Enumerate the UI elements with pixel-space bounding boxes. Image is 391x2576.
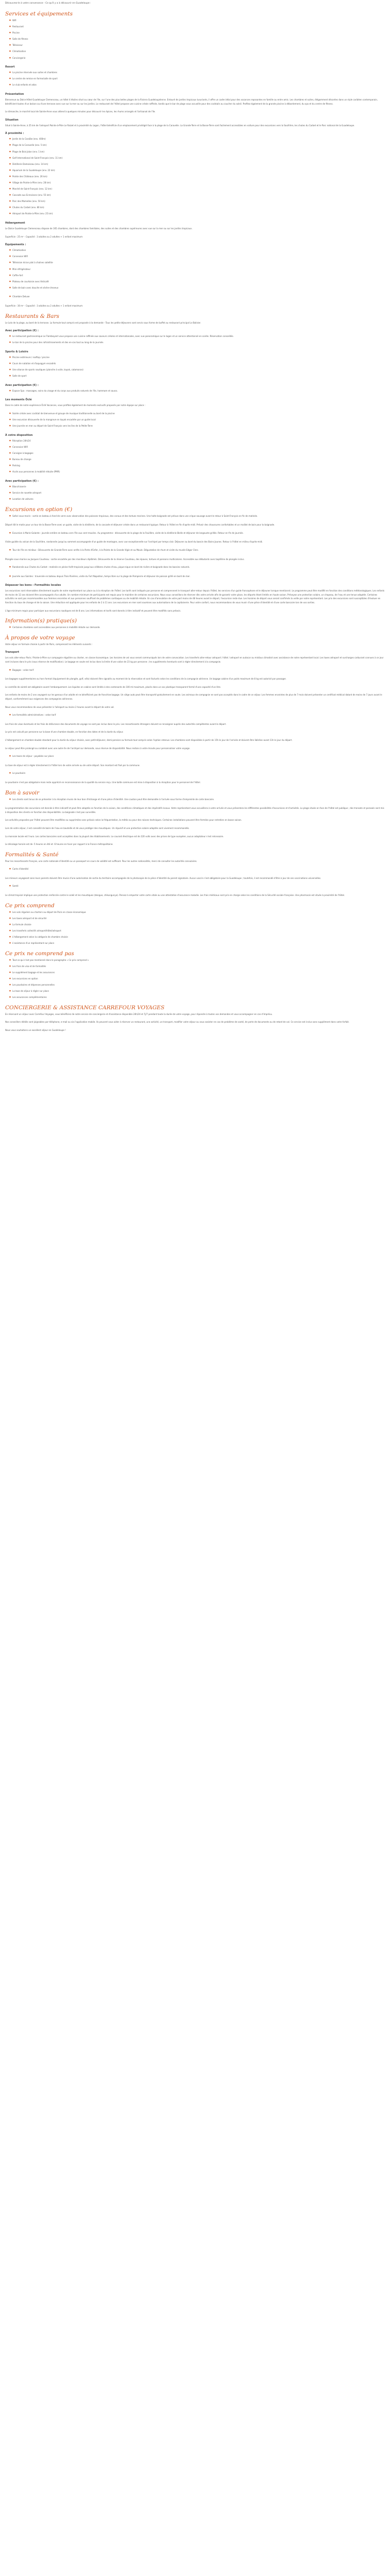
list-item: ● L'hébergement selon la catégorie de chambre choisie: [12, 935, 386, 939]
list-item: ● Mini-réfrigérateur: [12, 267, 386, 272]
bullet-list: [5, 389, 386, 393]
list-item: ● Climatisation: [12, 248, 386, 252]
list-item: ● Piscine extérieure / rooftop / piscine: [12, 355, 386, 360]
bullet-list: [5, 334, 386, 345]
body-paragraph: Les enfants de moins de 2 ans voyagent sur les genoux d'un adulte et ne bénéficient pas de franchise bagage. Un siège auto peut être transporté gratuitement en soute. Les animaux de compagnie ne sont pas acceptés dans le cadre de ce séjour. Les femmes enceintes de plus de 7 mois doivent présenter un certificat médical datant de moins de 7 jours avant le départ, conformément aux exigences des compagnies aériennes.: [5, 693, 382, 700]
section-propos: [5, 635, 386, 785]
body-paragraph: Le contrôle de sûreté est obligatoire avant l'embarquement. Les liquides en cabine sont limités à des contenants de 100 ml maximum, placés dans un sac plastique transparent fermé d'une capacité d'un litre.: [5, 685, 221, 688]
body-paragraph: L'âge minimum requis pour participer aux excursions nautiques est de 8 ans. Les informations et tarifs sont donnés à titre indicatif et peuvent être modifiés sans préavis.: [5, 609, 181, 612]
body-paragraph: La taxe de séjour est à régler directement à l'hôtel lors de votre arrivée ou de votre départ. Son montant est fixé par la commune.: [5, 764, 140, 767]
list-item: ● Aéroport de Pointe-à-Pitre (env. 25 km): [12, 212, 386, 216]
body-paragraph: Le décalage horaire est de -5 heures en été et -6 heures en hiver par rapport à la France métropolitaine.: [5, 843, 113, 846]
list-item: ● Le pourboire: [12, 771, 386, 775]
list-item: ● Connexion Wifi: [12, 255, 386, 259]
list-item: ● La taxe de séjour à régler sur place: [12, 989, 386, 993]
list-item: ● Tour de l'île en minibus : Découverte de Grande-Terre avec arrêts à la Porte d'Enfer, à la Pointe de la Grande Vigie et au Moule. Dégustation de rhum et visite du musée Edgar Clerc.: [12, 548, 386, 552]
list-item: ● Parking: [12, 464, 386, 468]
list-item: ● Climatisation: [12, 49, 386, 54]
list-item: ● Marché de Saint-François (env. 12 km): [12, 187, 386, 191]
list-item: ● Connexion Wifi: [12, 445, 386, 449]
body-paragraph: Nous vous souhaitons un excellent séjour en Guadeloupe !: [5, 1029, 66, 1032]
list-item: ● Plage de Bois Jolan (env. 1 km): [12, 150, 386, 154]
bullet-list: [5, 514, 386, 518]
list-item: ● Accès aux personnes à mobilité réduite (PMR): [12, 470, 386, 474]
list-item: ● Le restaurant gastronomique Le Flamboyant vous propose une cuisine raffinée aux saveurs créoles et internationales, avec vue panoramique sur le lagon et un service attentionné en soirée. Réservation conseillée.: [12, 334, 386, 338]
bullet-list: [5, 798, 386, 802]
bullet-list: [5, 867, 386, 871]
section-title: Restaurants & Bars: [5, 313, 59, 319]
list-item: ● Les formalités administratives : selon tarif: [12, 713, 386, 717]
list-item: ● Distillerie Damoiseau (env. 14 km): [12, 162, 386, 166]
bullet-list: [5, 531, 386, 535]
section-bon: [5, 790, 386, 846]
list-item: ● Village de Pointe-à-Pitre (env. 28 km): [12, 181, 386, 185]
list-item: ● Soirée créole avec cocktail de bienvenue et groupe de musique traditionnelle au bord de la piscine: [12, 412, 386, 416]
body-paragraph: Le Dolce Guadeloupe Clemenceau dispose de 165 chambres, dont des chambres familiales, des suites et des chambres supérieures avec vue sur la mer ou sur les jardins tropicaux.: [5, 227, 192, 230]
list-item: ● La formule choisie: [12, 923, 386, 927]
list-item: ● Les assurances complémentaires: [12, 995, 386, 999]
list-item: ● Les excursions en option: [12, 977, 386, 981]
body-paragraph: Le dimanche, le marché local de Sainte-Anne vous attend à quelques minutes pour découvrir les épices, les rhums arrangés et l'artisanat de l'île.: [5, 110, 156, 113]
body-paragraph: Les excursions sont réservables directement auprès de notre représentant sur place ou à la réception de l'hôtel. Les tarifs sont indiqués par personne et comprennent le transport aller-retour depuis l'hôtel, les services d'un guide francophone et le déjeuner lorsque mentionné. Le programme peut être modifié en fonction des conditions météorologiques. Les enfants de moins de 12 ans doivent être accompagnés d'un adulte. Un nombre minimum de participants est requis pour le maintien de certaines excursions. Nous vous conseillons de réserver dès votre arrivée afin de garantir votre place, les départs étant limités en haute saison. Prévoyez une protection solaire, un chapeau, de l'eau et une tenue adaptée. Certaines activités ne sont pas recommandées aux femmes enceintes et aux personnes souffrant de problèmes cardiaques ou de mobilité réduite. En cas d'annulation de votre part moins de 48 heures avant le départ, l'excursion reste due. Les horaires de départ vous seront confirmés la veille par notre représentant. Les prix des excursions sont susceptibles d'évoluer en fonction du taux de change et de la saison. Une réduction est appliquée pour les enfants de 2 à 11 ans. Les excursions en mer sont soumises aux autorisations de la capitainerie. Pour votre confort, nous recommandons de vous munir d'une pièce d'identité et d'une carte bancaire lors de vos sorties.: [5, 589, 385, 604]
list-item: ● Excursion à Marie-Galante : journée entière en bateau vers l'île aux cent moulins. Au programme : découverte de la plage de la Feuillère, visite de la distillerie Bielle et déjeuner de langouste grillée. Retour en fin de journée.: [12, 531, 386, 535]
list-item: ● Wifi: [12, 19, 386, 23]
list-item: ● Blanchisserie: [12, 485, 386, 489]
list-item: ● Les taxes aéroport et de sécurité: [12, 917, 386, 921]
intro-text: Découvrez-le à votre convenance - Ce qu'il y a à découvrir en Guadeloupe :: [5, 2, 91, 5]
bullet-list: [5, 574, 386, 579]
bullet-list: [5, 713, 386, 717]
list-item: ● Tout ce qui n'est pas mentionné dans le paragraphe « Ce prix comprend »: [12, 958, 386, 962]
subsection-heading: À votre disposition: [5, 433, 33, 437]
body-paragraph: Le pourboire n'est pas obligatoire mais reste apprécié en reconnaissance de la qualité du service reçu. Une boîte commune est mise à disposition à la réception pour le personnel de l'hôtel.: [5, 781, 201, 784]
body-paragraph: Les mineurs voyageant sans leurs parents doivent être munis d'une autorisation de sortie du territoire accompagnée de la photocopie de la pièce d'identité du parent signataire. Aucun vaccin n'est obligatoire pour la Guadeloupe ; toutefois, il est recommandé d'être à jour de ses vaccinations universelles.: [5, 876, 321, 879]
section-restaurants: [5, 313, 386, 501]
subsection-heading: Avec participation (€) :: [5, 479, 39, 483]
section-title: Excursions en option (€): [5, 506, 73, 513]
subsection-heading: Dépasser les bons : Formalités locales: [5, 584, 61, 587]
list-item: ● Plateau de courtoisie avec thé/café: [12, 280, 386, 284]
section-information: [5, 618, 386, 630]
list-item: ● Restaurant: [12, 25, 386, 29]
section-formalites: [5, 852, 386, 897]
list-item: ● Aquarium de la Guadeloupe (env. 22 km): [12, 168, 386, 173]
section-title: CONCIERGERIE & ASSISTANCE CARREFOUR VOYAGES: [5, 1004, 165, 1011]
list-item: ● Une séance de sports nautiques (planche à voile, kayak, catamaran): [12, 368, 386, 372]
subsection-heading: Resort: [5, 65, 15, 69]
list-item: ● Les clients sont tenus de se présenter à la réception munis de leur bon d'échange et d'une pièce d'identité. Une caution peut être demandée à l'arrivée sous forme d'empreinte de carte bancaire.: [12, 798, 386, 802]
list-item: ● Les frais de visa et de formalités: [12, 964, 386, 969]
body-paragraph: Le Lolo de la plage, au bord de la terrasse. La formule tout compris est proposée à la demande - Tous les petits-déjeuners sont servis sous forme de buffet au restaurant principal Le Balisier.: [5, 321, 201, 324]
list-item: ● Espace Spa : massages, soins du visage et du corps aux produits naturels de l'île, hammam et sauna.: [12, 389, 386, 393]
bullet-list: [5, 355, 386, 378]
list-item: ● Les transferts collectifs aéroport/hôtel/aéroport: [12, 929, 386, 933]
list-item: ● Carte d'identité: [12, 867, 386, 871]
section-title: À propos de votre voyage: [5, 634, 75, 641]
list-item: ● Consigne à bagages: [12, 451, 386, 455]
list-item: ● Cascade aux Ecrevisses (env. 55 km): [12, 193, 386, 197]
list-item: ● Le centre de remise en forme/salle de sport: [12, 77, 386, 81]
list-item: ● Service de navette aéroport: [12, 491, 386, 495]
body-paragraph: Superficie : 25 m² - Capacité : 3 adultes ou 2 adultes + 1 enfant maximum: [5, 235, 83, 238]
list-item: ● Réception 24h/24: [12, 439, 386, 443]
list-item: ● Le supplément bagage et les assurances: [12, 971, 386, 975]
body-paragraph: Les bagages supplémentaires ou hors format (équipement de plongée, golf, vélo) doivent être signalés au moment de la réservation et sont facturés selon les conditions de la compagnie aérienne. Un bagage cabine d'un poids maximum de 8 kg est autorisé par passager.: [5, 677, 286, 681]
sections-container: [5, 11, 386, 1032]
bullet-list: [5, 958, 386, 999]
list-item: ● Le club enfants et ados: [12, 83, 386, 87]
list-item: ● Le bar de la piscine pour des rafraîchissements et des en-cas tout au long de la journée.: [12, 341, 386, 345]
list-item: ● Jardin de la Caraïbe (env. 400m): [12, 137, 386, 141]
list-item: ● Salle de sport: [12, 374, 386, 378]
section-title: Formalités & Santé: [5, 851, 59, 858]
subsection-heading: Les moments Ôclé: [5, 398, 32, 402]
section-title: Information(s) pratique(s): [5, 618, 77, 624]
body-paragraph: Le séjour peut être prolongé ou combiné avec une autre île de l'archipel sur demande, sous réserve de disponibilité. Nous restons à votre écoute pour personnaliser votre voyage.: [5, 747, 190, 750]
list-item: ● Les taxes de séjour : payables sur place: [12, 754, 386, 758]
body-paragraph: Départ tôt le matin pour un tour de la Basse-Terre avec un guide, visite de la distillerie, de la cascade et déjeuner créole dans un restaurant typique. Retour à l'hôtel en fin d'après-midi. Prévoir des chaussures confortables et un maillot de bain pour la baignade.: [5, 523, 275, 527]
body-paragraph: La monnaie locale est l'euro. Les cartes bancaires sont acceptées dans la plupart des établissements. Le courant électrique est de 220 volts avec des prises de type européen, aucun adaptateur n'est nécessaire.: [5, 835, 224, 838]
list-item: ● Conciergerie: [12, 56, 386, 60]
list-item: ● Journée aux Saintes : traversée en bateau depuis Trois-Rivières, visite du Fort Napoléon, temps libre sur la plage de Pompierre et déjeuner de poisson grillé en bord de mer.: [12, 574, 386, 579]
bullet-list: [5, 412, 386, 428]
list-item: ● Une excursion découverte de la mangrove en kayak encadrée par un guide local: [12, 418, 386, 422]
section-services: [5, 11, 386, 308]
body-paragraph: Les activités proposées par l'hôtel peuvent être modifiées ou supprimées sans préavis selon la fréquentation, la météo ou pour des raisons techniques. Certaines installations peuvent être fermées pour entretien en basse saison.: [5, 819, 242, 822]
subsection-heading: Avec participation (€) :: [5, 383, 39, 387]
subsection-heading: Hébergement: [5, 222, 25, 225]
bullet-list: [5, 625, 386, 630]
list-item: ● Bureau de change: [12, 457, 386, 462]
bullet-list: [5, 248, 386, 290]
body-paragraph: Plongée sous-marine au Jacques Cousteau : sortie encadrée par des moniteurs diplômés. Découverte de la réserve Cousteau, des épaves, tortues et poissons multicolores. Accessible aux débutants avec baptême de plongée inclus.: [5, 557, 245, 561]
subsection-heading: Avec participation (€) :: [5, 329, 39, 333]
bullet-list: [5, 295, 386, 299]
bullet-list: [5, 771, 386, 775]
list-item: ● Les pourboires et dépenses personnelles: [12, 983, 386, 987]
section-excursions: [5, 506, 386, 613]
list-item: ● Chutes du Carbet (env. 80 km): [12, 206, 386, 210]
list-item: ● Télévision écran plat à chaînes satellite: [12, 261, 386, 265]
list-item: ● Plage de la Caravelle (env. 5 km): [12, 143, 386, 147]
list-item: ● Une journée en mer au départ de Saint-François vers les îles de la Petite-Terre: [12, 424, 386, 428]
bullet-list: [5, 754, 386, 758]
body-paragraph: Les vols aller-retour Paris / Pointe-à-Pitre sur compagnie régulière ou charter, en classe économique. Les horaires de vol vous seront communiqués lors de votre convocation. Les transferts aller-retour aéroport / hôtel / aéroport en autocar ou minibus climatisé avec assistance de notre représentant local. Les taxes aéroport et surcharges carburant connues à ce jour sont incluses dans le prix (sous réserve de modification). Le bagage en soute est inclus dans la limite d'une valise de 23 kg par personne ; les suppléments éventuels sont à régler directement à la compagnie.: [5, 656, 384, 664]
subsection-heading: Présentation: [5, 92, 24, 96]
subsection-heading: Situation: [5, 118, 19, 122]
bullet-list: [5, 548, 386, 552]
list-item: ● Parc des Mamelles (env. 50 km): [12, 199, 386, 204]
list-item: ● Randonnée aux Chutes du Carbet : matinée en pleine forêt tropicale jusqu'aux célèbres chutes d'eau, pique-nique en bord de rivière et baignade dans les bassins naturels.: [12, 565, 386, 569]
body-paragraph: Bienvenue au Dolce Hôtel Guadeloupe Clemenceau, un hôtel 4 étoiles situé au cœur de l'île, sur l'une des plus belles plages de la Riviera Guadeloupéenne. Entouré de jardins tropicaux luxuriants, il offre un cadre idéal pour des vacances reposantes en famille ou entre amis. Les chambres et suites, élégamment décorées dans un style caribéen contemporain, bénéficient toutes d'un balcon ou d'une terrasse avec vue sur la mer ou sur les jardins. Le restaurant de l'hôtel propose une cuisine créole raffinée, tandis que le bar de plage vous accueille pour des cocktails au coucher du soleil. Profitez également de la grande piscine à débordement, du spa et du centre de fitness.: [5, 98, 378, 105]
bullet-list: [5, 439, 386, 474]
list-item: ● Chambre Deluxe: [12, 295, 386, 299]
body-paragraph: En réservant un séjour avec Carrefour Voyages, vous bénéficiez de notre service de conciergerie et d'assistance disponible 24h/24 et 7j/7 pendant toute la durée de votre voyage, pour répondre à toutes vos demandes et vous accompagner en cas d'imprévu.: [5, 1012, 273, 1015]
subsection-heading: À proximité :: [5, 132, 24, 135]
bullet-list: [5, 884, 386, 888]
body-paragraph: Dans le cadre de notre expérience Ôclé Vacances, vous profitez également de moments exclusifs proposés par notre équipe sur place :: [5, 404, 145, 407]
subsection-heading: Sports & Loisirs: [5, 350, 28, 353]
list-item: ● Golf International de Saint-François (env. 11 km): [12, 156, 386, 160]
body-paragraph: L'hébergement en chambre double standard pour la durée du séjour choisie, avec petit-déjeuner, demi-pension ou formule tout compris selon l'option retenue. Les chambres sont disponibles à partir de 15h le jour de l'arrivée et doivent être libérées avant 11h le jour du départ.: [5, 738, 292, 741]
list-item: ● Pointe des Châteaux (env. 26 km): [12, 175, 386, 179]
section-title: Bon à savoir: [5, 789, 40, 796]
section-title: Ce prix ne comprend pas: [5, 950, 74, 957]
bullet-list: [5, 565, 386, 569]
bullet-list: [5, 19, 386, 60]
bullet-list: [5, 485, 386, 501]
list-item: ● Téléviseur: [12, 43, 386, 47]
list-item: ● La piscine réservée aux suites et chambres: [12, 71, 386, 75]
body-paragraph: Situé à Sainte-Anne, à 25 km de l'aéroport Pointe-à-Pitre Le Raizet et à proximité du Lagon, l'hôtel bénéficie d'un emplacement privilégié face à la plage de la Caravelle. La Grande-Terre et la Basse-Terre sont facilement accessibles en voiture pour des excursions vers la Soufrière, les chutes du Carbet et le Parc national de la Guadeloupe.: [5, 124, 355, 127]
body-paragraph: Visite guidée du volcan de la Soufrière, randonnée jusqu'au sommet accompagnée d'un guide de montagne, avec vue exceptionnelle sur l'archipel par temps clair. Déjeuner au bord du bassin des Bains Jaunes. Retour à l'hôtel en milieu d'après-midi.: [5, 540, 263, 544]
body-paragraph: Le prix est calculé par personne sur la base d'une chambre double, en fonction des dates et de la durée du séjour.: [5, 731, 124, 734]
list-item: ● Salle de bain avec douche et sèche-cheveux: [12, 286, 386, 290]
list-item: ● Santé: [12, 884, 386, 888]
body-paragraph: Pour les ressortissants français, une carte nationale d'identité ou un passeport en cours de validité est suffisant. Pour les autres nationalités, merci de consulter les autorités consulaires.: [5, 859, 198, 862]
section-title: Ce prix comprend: [5, 902, 55, 909]
list-item: ● Piscine: [12, 31, 386, 35]
bullet-list: [5, 910, 386, 945]
section-comprend: [5, 903, 386, 945]
subsection-heading: Équipements :: [5, 243, 26, 247]
section-title: Services et équipements: [5, 11, 73, 17]
body-paragraph: Superficie : 30 m² - Capacité : 3 adultes ou 2 adultes + 1 enfant maximum: [5, 304, 83, 307]
list-item: ● Salle de fitness: [12, 37, 386, 41]
body-paragraph: Les frais de visas éventuels et les frais de délivrance des documents de voyage ne sont pas inclus dans le prix. Les ressortissants étrangers doivent se renseigner auprès des autorités compétentes avant le départ.: [5, 722, 226, 725]
bullet-list: [5, 668, 386, 672]
bullet-list: [5, 137, 386, 216]
body-paragraph: Nos conseillers dédiés sont joignables par téléphone, e-mail ou via l'application mobile. Ils peuvent vous aider à réserver un restaurant, une activité, un transport, modifier votre séjour ou vous assister en cas de problème de santé, de perte de documents ou de retard de vol. Ce service est inclus sans supplément dans votre forfait.: [5, 1021, 350, 1024]
subsection-heading: Transport: [5, 651, 20, 654]
bullet-list: [5, 71, 386, 87]
section-conciergerie: [5, 1005, 386, 1032]
body-paragraph: Le climat tropical implique une protection renforcée contre le soleil et les moustiques (dengue, chikungunya). Pensez à emporter votre carte vitale ou une attestation d'assurance maladie. Les frais médicaux sont pris en charge selon les conditions de la Sécurité sociale française. Une pharmacie est située à proximité de l'hôtel.: [5, 894, 345, 897]
body-paragraph: Lors de votre séjour, il est conseillé de boire de l'eau en bouteille et de vous protéger des moustiques. Un répulsif et une protection solaire adaptée sont vivement recommandés.: [5, 826, 190, 829]
list-item: ● Coffre-fort: [12, 274, 386, 278]
section-nepascomprend: [5, 951, 386, 999]
body-paragraph: La programmation des excursions est donnée à titre indicatif et peut être adaptée en fonction de la saison, des conditions climatiques et des impératifs locaux. Votre représentant vous accueillera à votre arrivée et vous présentera les différentes possibilités d'excursions et d'activités. La plage située en face de l'hôtel est publique ; des transats et parasols sont mis à disposition des clients en fonction des disponibilités. La baignade n'est pas surveillée.: [5, 807, 384, 814]
page: [0, 0, 391, 1040]
list-item: ● Location de voitures: [12, 497, 386, 501]
list-item: ● Safari sous-marin : sortie en bateau à fond de verre avec observation des poissons tropicaux, des coraux et des tortues marines. Une halte baignade est prévue dans une crique sauvage avant le retour à Saint-François en fin de matinée.: [12, 514, 386, 518]
list-item: ● Certaines chambres sont accessibles aux personnes à mobilité réduite sur demande.: [12, 625, 386, 630]
list-item: ● Bagages : selon tarif: [12, 668, 386, 672]
list-item: ● Les vols réguliers ou charters au départ de Paris en classe économique: [12, 910, 386, 914]
list-item: ● Cours de natation et d'aquagym encadrés: [12, 362, 386, 366]
body-paragraph: Votre séjour en formule choisie à partir de Paris, comprenant les éléments suivants :: [5, 642, 93, 646]
body-paragraph: Nous vous recommandons de vous présenter à l'aéroport au moins 2 heures avant le départ de votre vol.: [5, 705, 115, 708]
list-item: ● L'assistance d'un représentant sur place: [12, 941, 386, 945]
